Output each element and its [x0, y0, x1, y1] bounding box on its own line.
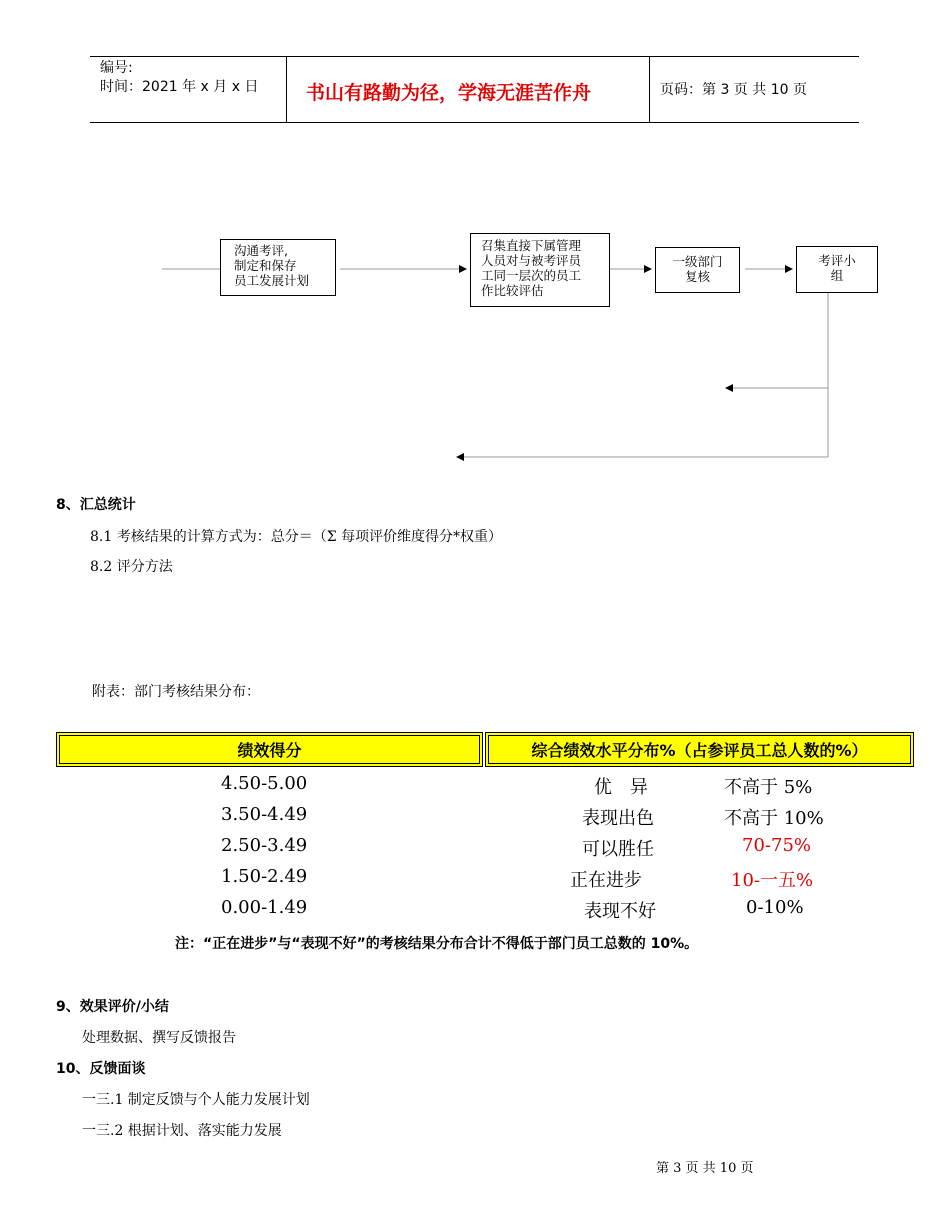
page-footer: 第 3 页 共 10 页: [656, 1161, 754, 1176]
section-9-line1: 处理数据、撰写反馈报告: [82, 1030, 236, 1046]
row-level: 表现不好: [584, 901, 656, 922]
header-time-label: 时间：2021 年 x 月 x 日: [100, 79, 259, 95]
section-8-line1: 8.1 考核结果的计算方式为：总分＝（Σ 每项评价维度得分*权重）: [90, 529, 503, 545]
row-score: 3.50-4.49: [221, 804, 308, 825]
section-8-line2: 8.2 评分方法: [90, 559, 173, 575]
header-page-label: 页码：第 3 页 共 10 页: [660, 82, 807, 98]
row-percentage: 70-75%: [742, 835, 811, 856]
flow-box-compare-evaluate: 召集直接下属管理 人员对与被考评员 工同一层次的员工 作比较评估: [470, 233, 610, 307]
row-level: 可以胜任: [582, 839, 654, 860]
header-motto: 书山有路勤为径，学海无涯苦作舟: [306, 82, 592, 104]
section-8-title: 8、汇总统计: [56, 497, 136, 513]
appendix-label: 附表：部门考核结果分布：: [92, 684, 260, 700]
table-header-score: 绩效得分: [56, 732, 483, 767]
section-10-line2: 一三.2 根据计划、落实能力发展: [82, 1123, 282, 1139]
table-note: 注：“正在进步”与“表现不好”的考核结果分布合计不得低于部门员工总数的 10%。: [175, 936, 699, 952]
row-percentage: 不高于 5%: [724, 777, 813, 798]
row-score: 1.50-2.49: [221, 866, 308, 887]
row-level: 表现出色: [582, 808, 654, 829]
flow-box-review-group: 考评小 组: [796, 246, 878, 293]
table-header: [56, 732, 914, 769]
row-score: 4.50-5.00: [221, 773, 308, 794]
section-10-line1: 一三.1 制定反馈与个人能力发展计划: [82, 1092, 310, 1108]
row-score: 0.00-1.49: [221, 897, 308, 918]
flow-box-communicate: 沟通考评, 制定和保存 员工发展计划: [220, 239, 336, 296]
flow-box-dept-review: 一级部门 复核: [655, 247, 740, 293]
row-score: 2.50-3.49: [221, 835, 308, 856]
table-header-distribution: 综合绩效水平分布%（占参评员工总人数的%）: [485, 732, 914, 767]
row-level: 优 异: [594, 777, 648, 798]
row-percentage: 0-10%: [746, 897, 804, 918]
row-level: 正在进步: [570, 870, 642, 891]
header-number-label: 编号:: [100, 60, 133, 76]
section-9-title: 9、效果评价/小结: [56, 999, 169, 1015]
row-percentage: 不高于 10%: [724, 808, 824, 829]
section-10-title: 10、反馈面谈: [56, 1061, 146, 1077]
row-percentage: 10-一五%: [731, 870, 814, 891]
